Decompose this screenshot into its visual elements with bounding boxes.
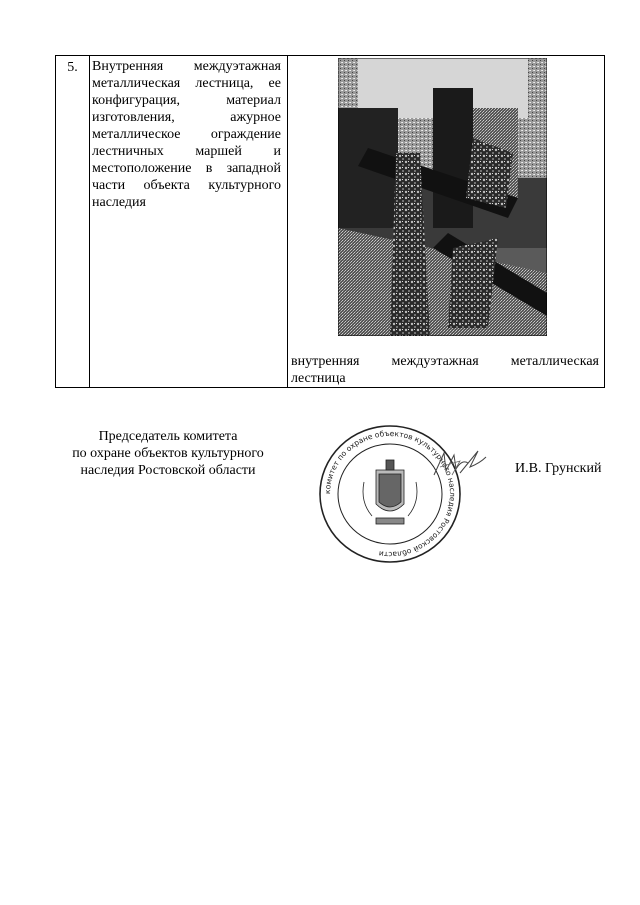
signatory-title-line-2: по охране объектов культурного — [72, 446, 264, 461]
signatory-title — [56, 428, 280, 479]
handwritten-signature-icon — [430, 445, 490, 485]
row-number: 5. — [67, 60, 78, 75]
table-row — [56, 56, 605, 388]
row-description-cell — [90, 56, 288, 388]
svg-text:комитет по охране объектов кул: комитет по охране объектов культурного наследия Ростовской области — [322, 428, 458, 560]
signatory-name: И.В. Грунский — [515, 461, 602, 476]
signatory-title-line-1: Председатель комитета — [98, 429, 238, 444]
signatory-title-line-3: наследия Ростовской области — [80, 463, 256, 478]
objects-table — [55, 55, 605, 388]
row-number-cell — [56, 56, 90, 388]
row-description: Внутренняя междуэтажная металлическая лестница, ее конфигурация, материал изготовления, ажурное металлическое ограждение лестничных маршей и местоположение в западной части объекта культурного наследия — [92, 59, 281, 210]
photo-caption: внутренняя междуэтажная металлическая лестница — [291, 354, 599, 386]
staircase-photo — [338, 58, 547, 336]
round-seal-icon — [316, 422, 464, 566]
row-photo-cell — [288, 56, 605, 388]
